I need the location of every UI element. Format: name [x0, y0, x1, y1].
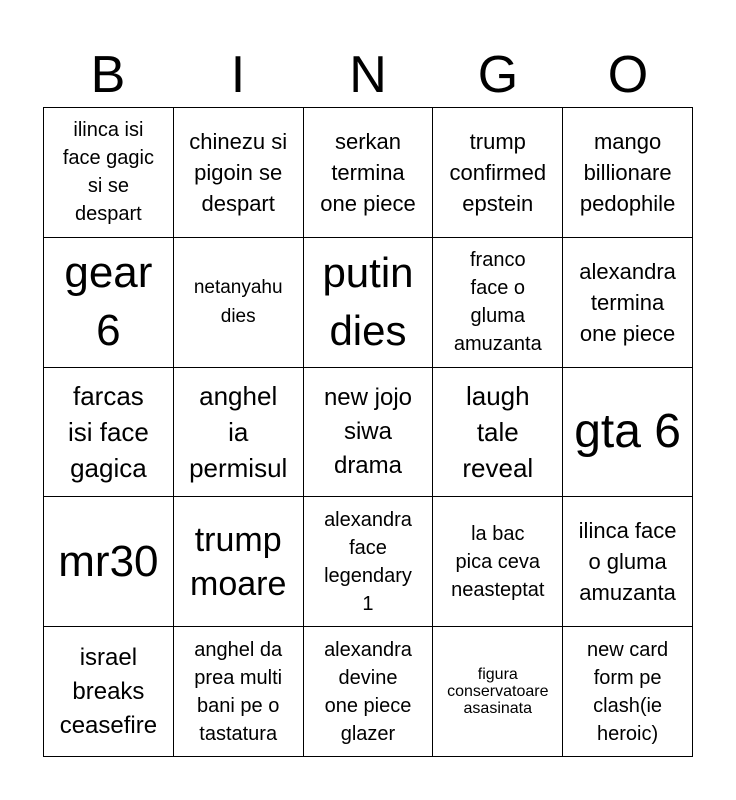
cell-text: alexandra face legendary 1 — [324, 508, 412, 615]
cell-text: anghel ia permisul — [189, 380, 288, 483]
bingo-cell[interactable] — [304, 238, 434, 368]
cell-text: farcas isi face gagica — [67, 380, 149, 483]
bingo-cell[interactable] — [563, 497, 693, 627]
bingo-cell[interactable] — [304, 627, 434, 757]
cell-text: figura conservatoare asasinata — [447, 666, 549, 718]
bingo-cell[interactable] — [563, 108, 693, 238]
bingo-cell[interactable] — [563, 368, 693, 498]
cell-text: mr30 — [58, 536, 159, 586]
bingo-cell[interactable] — [44, 368, 174, 498]
cell-text: new card form pe clash(ie heroic) — [587, 638, 669, 745]
cell-text: alexandra devine one piece glazer — [324, 638, 412, 745]
bingo-cell[interactable] — [174, 627, 304, 757]
bingo-cell[interactable] — [44, 627, 174, 757]
bingo-cell[interactable] — [433, 108, 563, 238]
header-letter-o: O — [607, 46, 649, 104]
cell-text: putin dies — [322, 249, 414, 355]
header-letter-b: B — [90, 46, 126, 104]
cell-text: chinezu si pigoin se despart — [189, 128, 288, 216]
bingo-cell[interactable] — [44, 238, 174, 368]
cell-text: alexandra termina one piece — [579, 258, 676, 346]
cell-text: israel breaks ceasefire — [59, 643, 158, 739]
cell-text: la bac pica ceva neasteptat — [451, 522, 545, 601]
cell-text: ilinca isi face gagic si se despart — [62, 119, 154, 226]
header-letter-g: G — [477, 46, 519, 104]
bingo-header — [43, 44, 693, 106]
cell-text: trump moare — [190, 520, 287, 603]
cell-text: serkan termina one piece — [320, 128, 416, 216]
bingo-cell[interactable] — [563, 627, 693, 757]
cell-text: gear 6 — [64, 248, 153, 356]
cell-text: gta 6 — [574, 404, 681, 458]
cell-text: ilinca face o gluma amuzanta — [578, 518, 677, 606]
cell-text: new jojo siwa drama — [323, 383, 413, 479]
bingo-cell[interactable] — [44, 497, 174, 627]
bingo-cell[interactable] — [433, 368, 563, 498]
bingo-cell[interactable] — [433, 497, 563, 627]
bingo-cell[interactable] — [563, 238, 693, 368]
bingo-cell[interactable] — [433, 238, 563, 368]
bingo-cell[interactable] — [304, 497, 434, 627]
bingo-cell[interactable] — [174, 108, 304, 238]
bingo-cell[interactable] — [174, 238, 304, 368]
bingo-cell[interactable] — [304, 108, 434, 238]
cell-text: mango billionare pedophile — [579, 128, 676, 216]
cell-text: anghel da prea multi bani pe o tastatura — [194, 638, 283, 745]
bingo-cell[interactable] — [433, 627, 563, 757]
bingo-cell[interactable] — [174, 368, 304, 498]
cell-text: franco face o gluma amuzanta — [453, 249, 542, 356]
cell-text: laugh tale reveal — [462, 380, 534, 483]
bingo-grid — [43, 107, 693, 757]
header-letter-n: N — [349, 46, 387, 104]
cell-text: trump confirmed epstein — [449, 128, 547, 216]
bingo-cell[interactable] — [304, 368, 434, 498]
bingo-cell[interactable] — [44, 108, 174, 238]
cell-text: netanyahu dies — [193, 277, 283, 328]
bingo-cell[interactable] — [174, 497, 304, 627]
header-letter-i: I — [230, 46, 246, 104]
